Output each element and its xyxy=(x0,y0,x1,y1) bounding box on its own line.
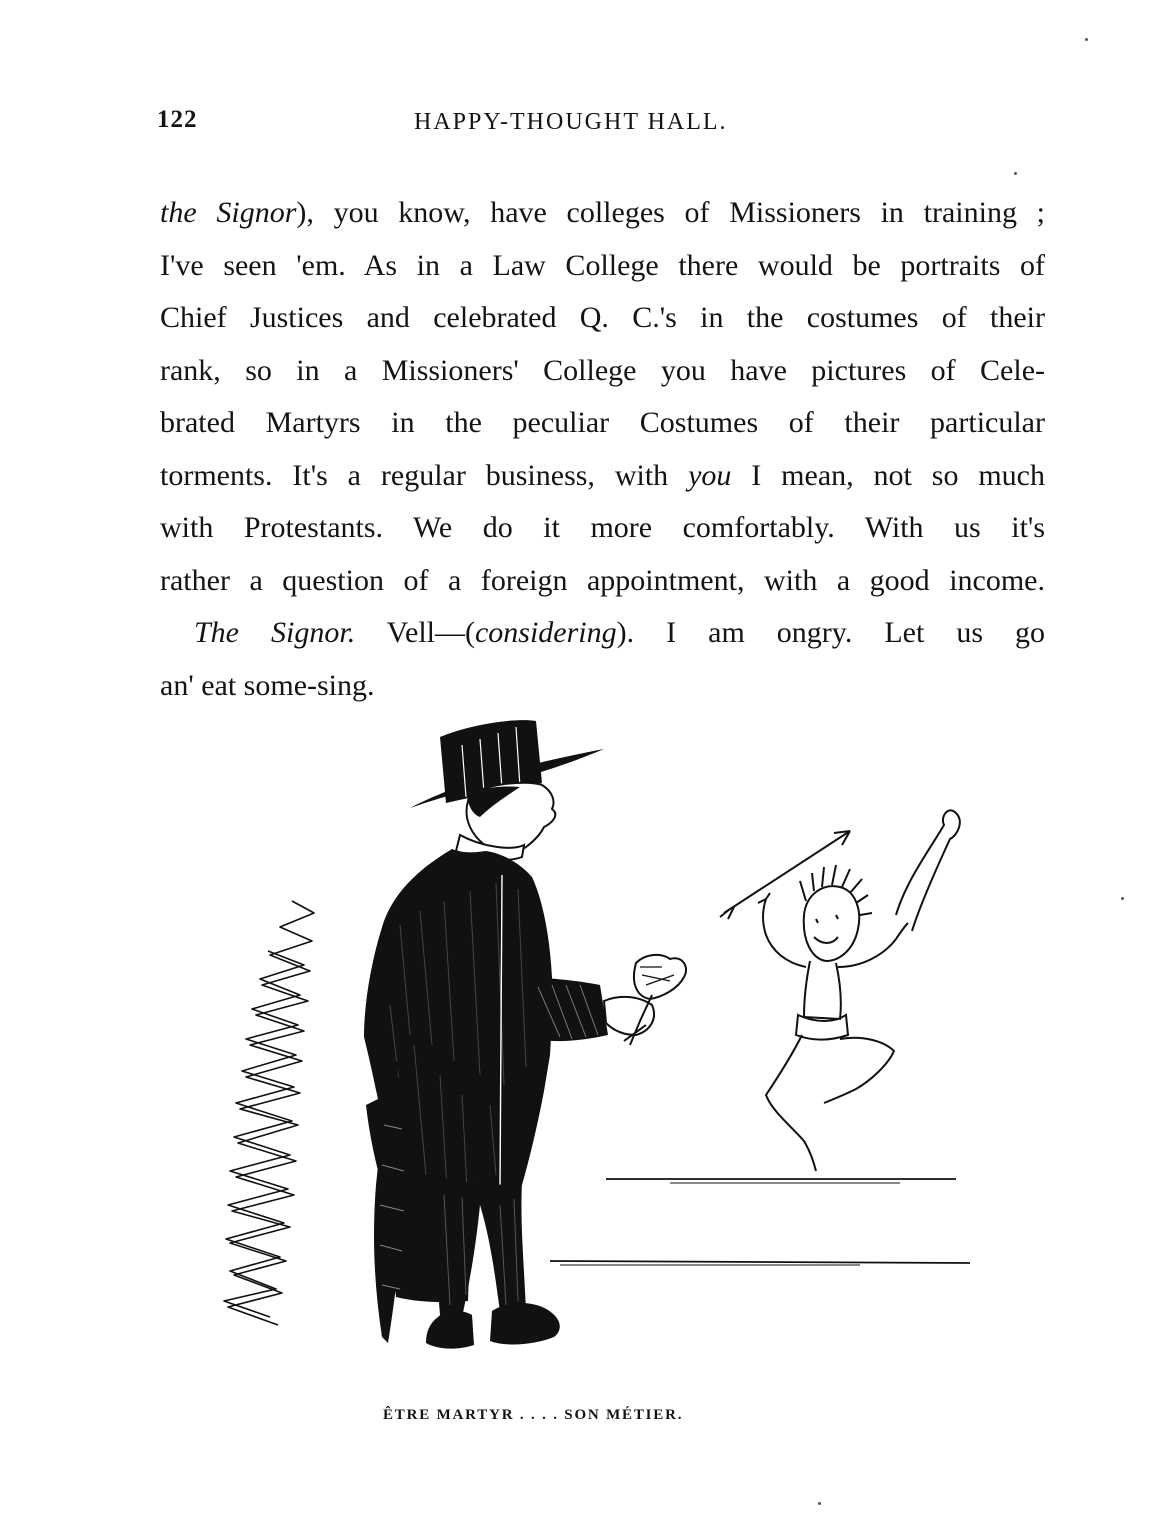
print-speck xyxy=(818,1502,821,1505)
martyr-hair xyxy=(800,865,872,915)
martyr-figure xyxy=(720,810,960,1171)
left-shoe xyxy=(426,1311,474,1349)
signor-figure xyxy=(364,720,686,1348)
hand xyxy=(604,997,654,1035)
text-line: rank, so in a Missioners' College you have pictures of Cele- xyxy=(160,353,1045,387)
speech-text: ). I am ongry. Let us go xyxy=(616,616,1045,649)
line-text: ), you know, have colleges of Missioners in training ; xyxy=(296,196,1045,229)
right-shoe xyxy=(490,1303,560,1344)
ground-lines xyxy=(550,1179,970,1265)
text-line xyxy=(160,450,1045,503)
stage-direction: considering xyxy=(474,616,617,649)
martyr-torso xyxy=(804,961,841,1019)
illustration-caption: ÊTRE MARTYR . . . . SON MÉTIER. xyxy=(383,1407,684,1423)
martyr-right-arm xyxy=(838,923,908,967)
trousers xyxy=(432,1175,526,1317)
speech-text: Vell—( xyxy=(355,616,475,649)
text-line: Chief Justices and celebrated Q. C.'s in the costumes of their xyxy=(160,301,1045,334)
dialogue-line xyxy=(160,607,1045,660)
running-head: HAPPY-THOUGHT HALL. xyxy=(414,109,728,135)
shadow-scribble xyxy=(224,901,314,1325)
dialogue-continuation: an' eat some-sing. xyxy=(160,668,375,702)
martyr-back-leg xyxy=(766,1035,816,1171)
martyr-left-arm xyxy=(758,893,806,967)
text-line xyxy=(160,187,1045,240)
illustration xyxy=(200,705,1000,1395)
print-speck xyxy=(1085,38,1088,41)
page-number: 122 xyxy=(157,106,198,133)
italic-text: you xyxy=(688,458,732,492)
print-speck xyxy=(1014,172,1017,175)
flower-bunch xyxy=(634,955,686,999)
text-line: with Protestants. We do it more comfortably. With us it's xyxy=(160,511,1045,544)
italic-text: the Signor xyxy=(160,196,297,229)
speaker-name: The Signor. xyxy=(194,616,356,649)
arrow-shaft xyxy=(724,831,850,913)
text-block xyxy=(160,187,1045,712)
text-line: brated Martyrs in the peculiar Costumes of their particular xyxy=(160,406,1045,439)
martyr-face xyxy=(814,915,838,943)
martyr-front-leg xyxy=(824,1038,894,1103)
martyr-head xyxy=(804,886,859,961)
line-text: I mean, not so much xyxy=(731,458,1045,492)
line-text: torments. It's a regular business, with xyxy=(160,458,689,492)
club xyxy=(896,810,960,931)
print-speck xyxy=(1121,897,1124,900)
text-line: I've seen 'em. As in a Law College there would be portraits of xyxy=(160,248,1045,282)
text-line: rather a question of a foreign appointment, with a good income. xyxy=(160,563,1045,597)
